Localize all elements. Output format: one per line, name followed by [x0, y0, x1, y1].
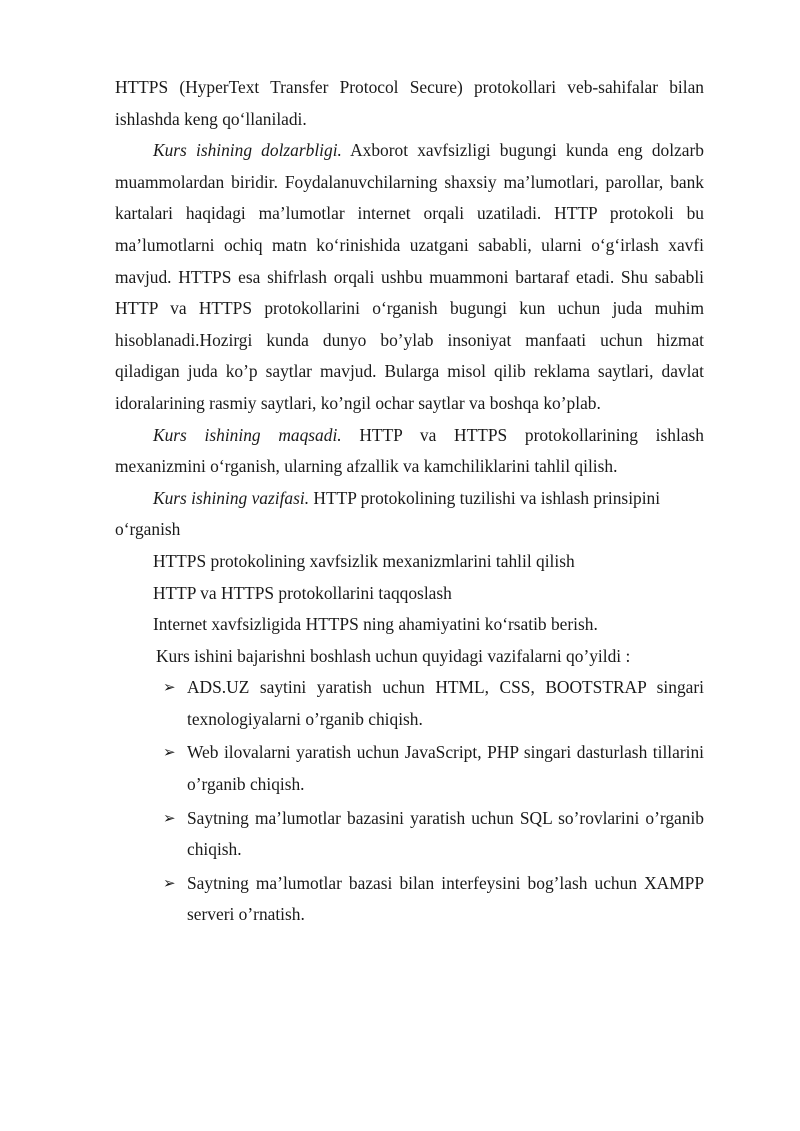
arrow-right-icon: ➢: [163, 678, 176, 697]
relevance-paragraph: [115, 135, 704, 419]
task-line: HTTP va HTTPS protokollarini taqqoslash: [153, 582, 452, 603]
list-item-text: Saytning ma’lumotlar bazasini yaratish uchun SQL so’rovlarini o’rganib chiqish.: [187, 807, 704, 860]
task-line: HTTPS protokolining xavfsizlik mexanizmlarini tahlil qilish: [153, 550, 575, 571]
list-item: [163, 868, 704, 931]
relevance-text: Axborot xavfsizligi bugungi kunda eng dolzarb muammolardan biridir. Foydalanuvchilarning shaxsiy ma’lumotlari, parollar, bank kartalari haqidagi ma’lumotlar internet orqali uzatiladi. HTTP protokoli bu ma’lumotlarni ochiq matn ko‘rinishida uzatgani sababli, ularni o‘g‘irlash xavfi mavjud. HTTPS esa shifrlash orqali ushbu muammoni bartaraf etadi. Shu sababli HTTP va HTTPS protokollarini o‘rganish bugungi kun uchun juda muhim hisoblanadi.Hozirgi kunda dunyo bo’ylab insoniyat manfaati uchun hizmat qiladigan juda ko’p saytlar mavjud. Bularga misol qilib reklama saytlari, davlat idoralarining rasmiy saytlari, ko’ngil ochar saytlar va boshqa ko’plab.: [115, 140, 704, 413]
list-item: [163, 803, 704, 866]
task-line: Internet xavfsizligida HTTPS ning ahamiyatini ko‘rsatib berish.: [153, 614, 598, 635]
relevance-heading: Kurs ishining dolzarbligi.: [153, 140, 342, 161]
list-item-text: Web ilovalarni yaratish uchun JavaScript, PHP singari dasturlash tillarini o’rganib chiqish.: [187, 742, 704, 795]
arrow-right-icon: ➢: [163, 808, 176, 827]
list-item-text: Saytning ma’lumotlar bazasi bilan interfeysini bog’lash uchun XAMPP serveri o’rnatish.: [187, 872, 704, 925]
tasks-heading: Kurs ishining vazifasi.: [153, 487, 310, 508]
tasks-intro-line: Kurs ishini bajarishni boshlash uchun quyidagi vazifalarni qo’yildi :: [156, 645, 631, 666]
goal-heading: Kurs ishining maqsadi.: [153, 424, 342, 445]
list-item: [163, 672, 704, 735]
arrow-right-icon: ➢: [163, 873, 176, 892]
intro-paragraph: HTTPS (HyperText Transfer Protocol Secure) protokollari veb-sahifalar bilan ishlashda keng qo‘llaniladi.: [115, 77, 704, 129]
tasks-text: HTTP protokolining tuzilishi va ishlash prinsipini o‘rganish: [115, 487, 661, 540]
list-item: [163, 737, 704, 800]
tasks-paragraph: [115, 483, 704, 546]
bullet-list: [115, 672, 704, 931]
list-item-text: ADS.UZ saytini yaratish uchun HTML, CSS, BOOTSTRAP singari texnologiyalarni o’rganib chiqish.: [187, 677, 704, 729]
goal-paragraph: [115, 420, 704, 483]
arrow-right-icon: ➢: [163, 743, 176, 762]
goal-text: HTTP va HTTPS protokollarining ishlash mexanizmini o‘rganish, ularning afzallik va kamchiliklarini tahlil qilish.: [115, 424, 704, 477]
